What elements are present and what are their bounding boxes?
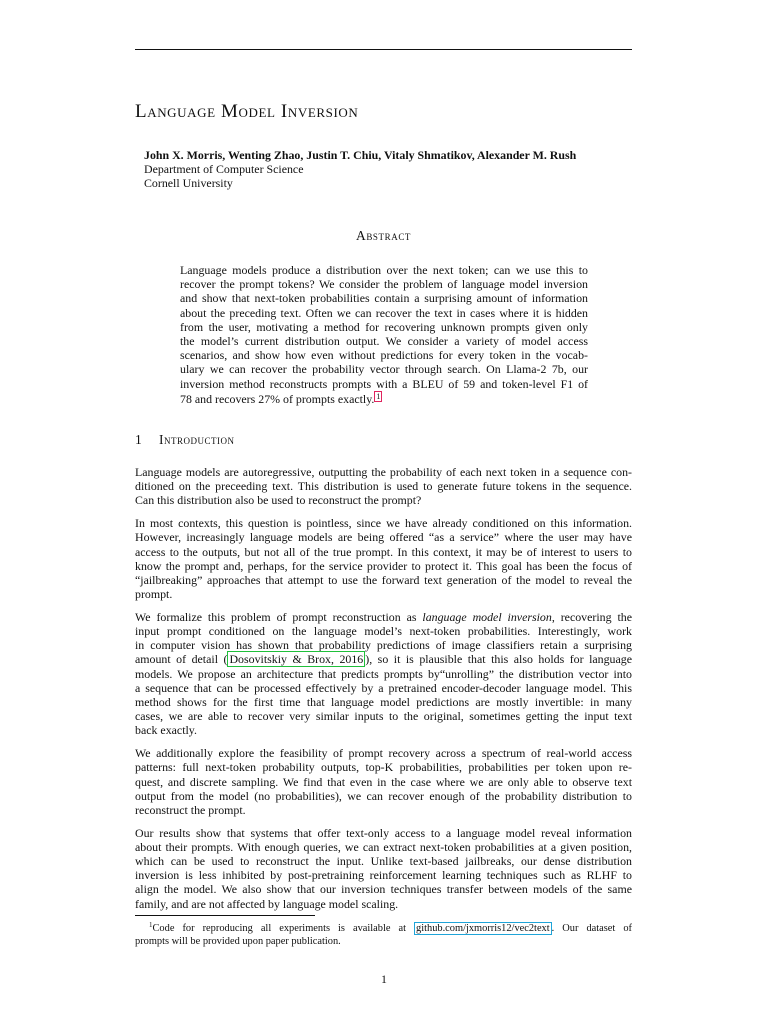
- paragraph: [135, 516, 632, 601]
- text-line: access to the outputs, but not all of the true prompt. In this context, it may be of interest to users to: [135, 544, 632, 559]
- text-line: about their prompts. With enough queries, we can extract next-token probabilities at a given position,: [135, 839, 632, 854]
- footnote-reference-link[interactable]: 1: [376, 391, 381, 401]
- text-line: family, and are not affected by language model scaling.: [135, 896, 399, 911]
- abstract-line: ulary we can recover the probability vector through search. On Llama-2 7b, our: [180, 362, 588, 377]
- abstract-last-line: [180, 391, 588, 406]
- text-line: Language models are autoregressive, outputting the probability of each next token in a sequence con-: [135, 465, 632, 479]
- abstract-line: Language models produce a distribution over the next token; can we use this to: [180, 263, 588, 277]
- text-segment: ), so it is plausible that this also holds for language: [365, 652, 632, 667]
- github-link[interactable]: github.com/jxmorris12/vec2text: [416, 923, 550, 934]
- footnote-line: prompts will be provided upon paper publication.: [135, 936, 341, 948]
- text-line: quest, and discrete sampling. We find that even in the case where we are only able to observe text: [135, 774, 632, 789]
- abstract-line-text: 78 and recovers 27% of prompts exactly.: [180, 391, 375, 406]
- text-line: which can be used to reconstruct the input. Unlike text-based jailbreaks, our dense distribution: [135, 854, 632, 869]
- footnote-text: . Our dataset of: [551, 923, 632, 934]
- text-line: input prompt conditioned on the language model’s next-token probabilities. Interestingly, work: [135, 624, 632, 639]
- abstract-line: from the user, motivating a method for recovering unknown prompts given only: [180, 319, 588, 334]
- text-line: In most contexts, this question is pointless, since we have already conditioned on this information.: [135, 516, 632, 531]
- text-line: Can this distribution also be used to reconstruct the prompt?: [135, 493, 422, 508]
- abstract-heading: Abstract: [355, 228, 412, 243]
- text-line: know the prompt and, perhaps, for the service provider to protect it. This goal has been the focus of: [135, 558, 632, 573]
- text-line: We additionally explore the feasibility of prompt recovery across a spectrum of real-world access: [135, 746, 632, 761]
- text-line: [135, 652, 632, 666]
- top-rule: [135, 49, 632, 50]
- footnote-rule: [135, 915, 315, 916]
- text-segment: , recovering the: [551, 609, 632, 624]
- page-number: 1: [381, 972, 387, 986]
- affiliation-department: Department of Computer Science: [144, 162, 304, 177]
- text-line: patterns: full next-token probability outputs, top-K probabilities, probabilities per token upon re-: [135, 760, 632, 775]
- text-line: inversion is less inhibited by post-pretraining reinforcement learning techniques such as RLHF to: [135, 868, 632, 883]
- text-line: reconstruct the prompt.: [135, 802, 246, 817]
- paragraph: [135, 610, 632, 738]
- text-line: align the model. We also show that our inversion techniques transfer between models of the same: [135, 882, 632, 897]
- author-names: John X. Morris, Wenting Zhao, Justin T. Chiu, Vitaly Shmatikov, Alexander M. Rush: [144, 148, 577, 162]
- text-segment: amount of detail (: [135, 652, 228, 667]
- abstract-line: and show that next-token probabilities contain a surprising amount of information: [180, 291, 588, 306]
- text-line: cases, we are able to recover very similar inputs to the original, sometimes getting the input text: [135, 709, 632, 724]
- abstract-line: about the preceding text. Often we can recover the text in cases where it is hidden: [180, 305, 588, 320]
- abstract-line: inversion method reconstructs prompts with a BLEU of 59 and token-level F1 of: [180, 376, 588, 391]
- text-line: prompt.: [135, 587, 173, 602]
- abstract-line: scenarios, and show how even without predictions for every token in the vocab-: [180, 348, 588, 363]
- text-line: output from the model (no probabilities), we can recover enough of the probability distribution to: [135, 788, 632, 803]
- abstract-body: [180, 263, 588, 406]
- footnote-mark: 1: [149, 921, 153, 929]
- paragraph: [135, 465, 632, 508]
- emphasized-term: language model inversion: [422, 609, 552, 624]
- text-line: “jailbreaking” approaches that attempt to use the forward text generation of the model to reveal the: [135, 572, 632, 587]
- section-heading-introduction: [135, 433, 235, 447]
- citation-link[interactable]: Dosovitskiy & Brox, 2016: [229, 652, 364, 667]
- abstract-line: recover the prompt tokens? We consider the problem of language model inversion: [180, 277, 588, 292]
- text-line: back exactly.: [135, 723, 197, 738]
- text-line: However, increasingly language models are being offered “as a service” where the user may have: [135, 530, 632, 545]
- footnote-line: [135, 919, 632, 935]
- text-line: models. We propose an architecture that predicts prompts by“unrolling” the distribution vector into: [135, 666, 632, 681]
- paragraph: [135, 826, 632, 911]
- paragraph: [135, 746, 632, 817]
- text-line: Our results show that systems that offer text-only access to a language model reveal information: [135, 825, 632, 840]
- affiliation-university: Cornell University: [144, 176, 233, 191]
- introduction-body: [135, 465, 632, 919]
- text-line: in computer vision has shown that probability predictions of image classifiers retain a surprising: [135, 638, 632, 653]
- text-line: method shows for the first time that language model predictions are mostly invertible: in many: [135, 695, 632, 710]
- author-block: [144, 148, 624, 191]
- abstract-line: the model’s current distribution output. We consider a variety of model access: [180, 334, 588, 349]
- footnote: [135, 919, 632, 948]
- text-segment: We formalize this problem of prompt reconstruction as: [135, 609, 423, 624]
- text-line: a sequence that can be processed effectively by a pretrained encoder-decoder language model. This: [135, 680, 632, 695]
- text-line: [135, 610, 632, 624]
- paper-title: Language Model Inversion: [135, 101, 359, 122]
- section-title: Introduction: [159, 432, 235, 447]
- section-number: 1: [135, 432, 142, 447]
- text-line: ditioned on the preceeding text. This distribution is used to generate future tokens in the sequence.: [135, 479, 632, 494]
- footnote-text: Code for reproducing all experiments is available at: [152, 923, 415, 934]
